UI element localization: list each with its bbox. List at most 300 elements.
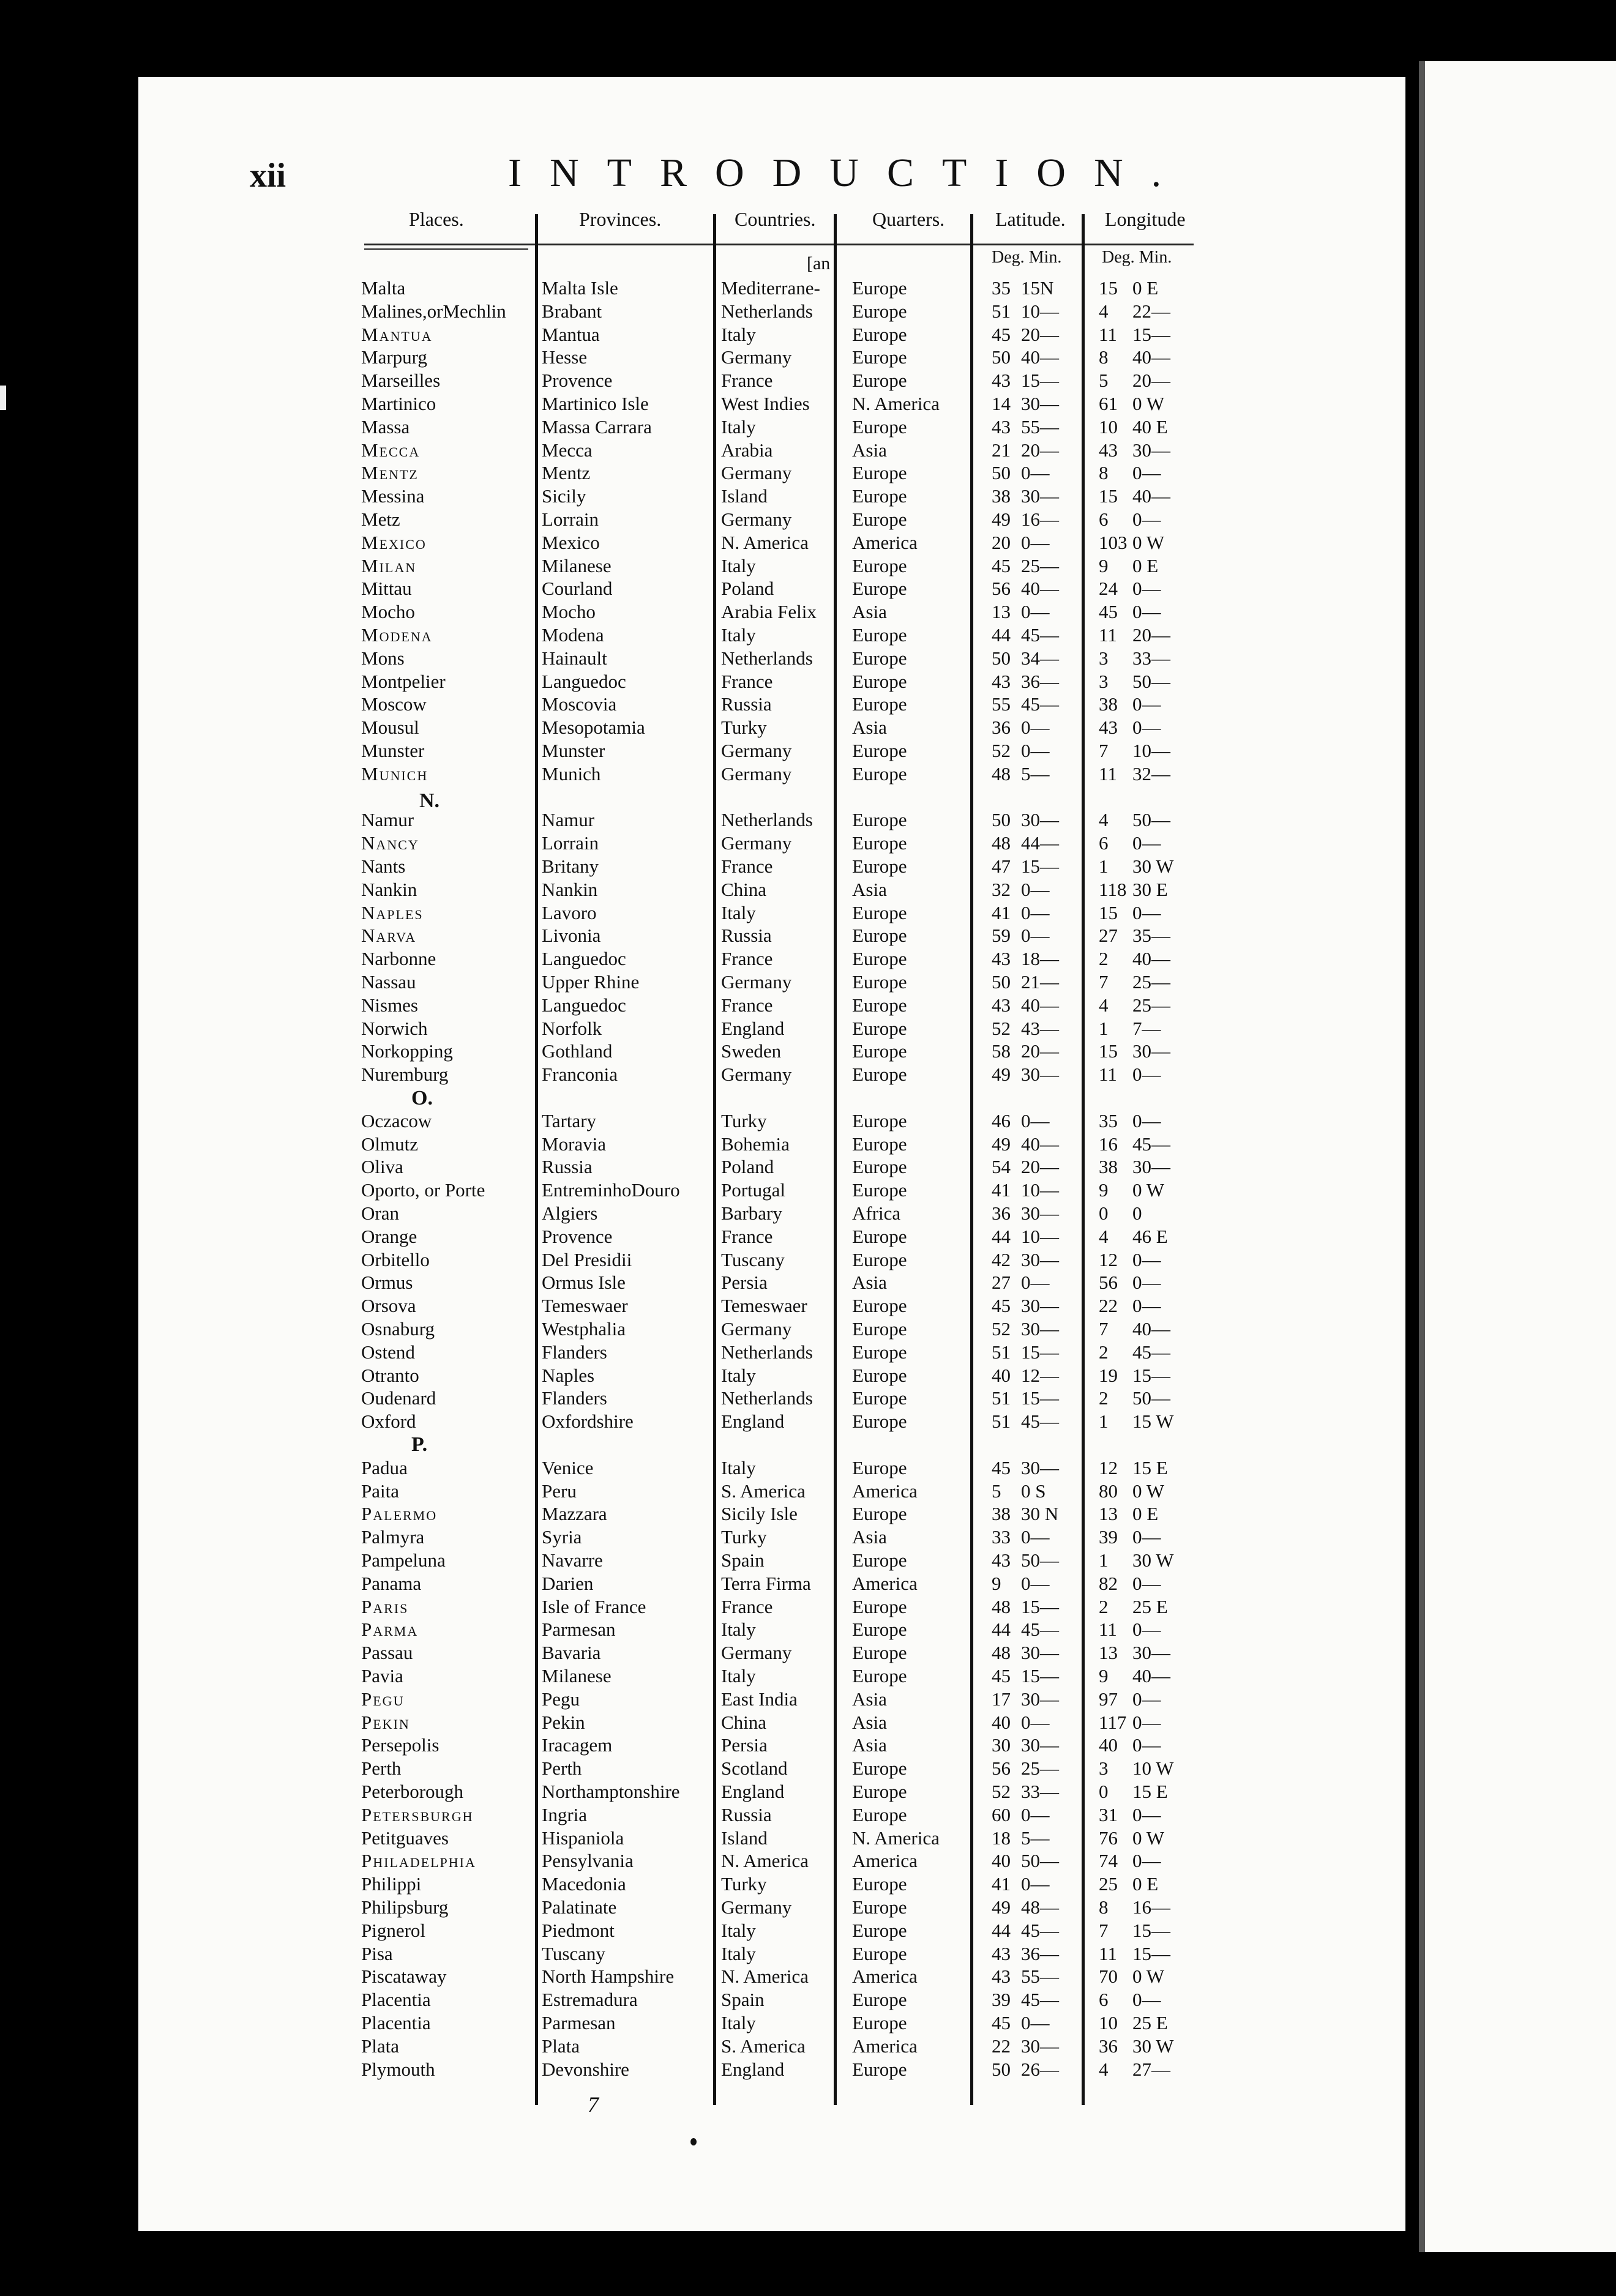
lat-deg-cell: 49 [992, 509, 1011, 530]
quarter-cell: Europe [852, 1619, 907, 1640]
place-cell: Mousul [361, 717, 419, 738]
quarter-cell: Europe [852, 948, 907, 969]
lat-min-cell: 45— [1021, 693, 1059, 715]
quarter-cell: Europe [852, 855, 907, 877]
quarter-cell: Europe [852, 1804, 907, 1825]
lon-deg-cell: 12 [1099, 1457, 1118, 1478]
lon-deg-cell: 4 [1099, 809, 1109, 830]
country-cell: Germany [721, 740, 792, 761]
country-cell: Turky [721, 1110, 767, 1131]
quarter-cell: Europe [852, 1920, 907, 1941]
lon-min-cell: 15— [1132, 324, 1170, 345]
quarter-cell: Europe [852, 671, 907, 692]
country-cell: Italy [721, 2012, 756, 2033]
quarter-cell: Europe [852, 809, 907, 830]
lon-deg-cell: 7 [1099, 1318, 1109, 1340]
province-cell: EntreminhoDouro [542, 1179, 680, 1201]
province-cell: Languedoc [542, 994, 626, 1016]
country-cell: Italy [721, 1665, 756, 1687]
lon-deg-cell: 9 [1099, 1179, 1109, 1201]
lon-deg-cell: 6 [1099, 832, 1109, 854]
place-cell: Nassau [361, 971, 416, 993]
province-cell: Piedmont [542, 1920, 615, 1941]
lat-deg-cell: 40 [992, 1712, 1011, 1733]
header-places: Places. [409, 208, 464, 230]
header-rule [364, 244, 1194, 245]
place-cell: Plymouth [361, 2059, 435, 2080]
lon-deg-cell: 76 [1099, 1827, 1118, 1849]
lon-min-cell: 0— [1132, 578, 1161, 599]
quarter-cell: Europe [852, 740, 907, 761]
lon-deg-cell: 40 [1099, 1734, 1118, 1756]
province-cell: Franconia [542, 1064, 618, 1085]
lon-deg-cell: 4 [1099, 2059, 1109, 2080]
country-cell: France [721, 370, 773, 391]
country-cell: Sweden [721, 1040, 782, 1062]
lat-min-cell: 12— [1021, 1365, 1059, 1386]
place-cell: Philipsburg [361, 1896, 449, 1918]
province-cell: Languedoc [542, 948, 626, 969]
lat-min-cell: 0— [1021, 1272, 1050, 1293]
quarter-cell: Europe [852, 1064, 907, 1085]
lat-min-cell: 34— [1021, 647, 1059, 669]
quarter-cell: Europe [852, 300, 907, 322]
lon-min-cell: 0— [1132, 1573, 1161, 1594]
lon-min-cell: 0 E [1132, 1503, 1159, 1524]
lat-deg-cell: 41 [992, 902, 1011, 923]
country-cell: Italy [721, 902, 756, 923]
lon-min-cell: 15— [1132, 1920, 1170, 1941]
country-cell: Germany [721, 763, 792, 785]
place-cell: Montpelier [361, 671, 446, 692]
quarter-cell: Europe [852, 1318, 907, 1340]
lon-min-cell: 20— [1132, 370, 1170, 391]
lon-deg-cell: 5 [1099, 370, 1109, 391]
lon-min-cell: 0— [1132, 462, 1161, 483]
lon-deg-cell: 10 [1099, 416, 1118, 438]
lon-min-cell: 0— [1132, 1110, 1161, 1131]
lat-min-cell: 30— [1021, 2035, 1059, 2057]
lat-min-cell: 0— [1021, 879, 1050, 900]
province-cell: Moscovia [542, 693, 617, 715]
country-cell: England [721, 1781, 785, 1802]
lon-min-cell: 0— [1132, 717, 1161, 738]
quarter-cell: Asia [852, 717, 887, 738]
quarter-cell: Europe [852, 1110, 907, 1131]
lon-deg-cell: 97 [1099, 1688, 1118, 1710]
lon-deg-cell: 22 [1099, 1295, 1118, 1316]
place-cell: Norkopping [361, 1040, 453, 1062]
place-cell: Panama [361, 1573, 422, 1594]
country-cell: Germany [721, 1642, 792, 1663]
lon-min-cell: 30— [1132, 439, 1170, 461]
province-cell: Mocho [542, 601, 596, 622]
lat-min-cell: 40— [1021, 346, 1059, 368]
lon-min-cell: 46 E [1132, 1226, 1168, 1247]
quarter-cell: Europe [852, 1156, 907, 1177]
place-cell: Orsova [361, 1295, 416, 1316]
lat-deg-cell: 51 [992, 300, 1011, 322]
lon-min-cell: 20— [1132, 624, 1170, 646]
header-quarters: Quarters. [872, 208, 945, 230]
lon-deg-cell: 7 [1099, 1920, 1109, 1941]
lat-min-cell: 15N [1021, 277, 1054, 299]
lon-deg-cell: 15 [1099, 902, 1118, 923]
country-cell: S. America [721, 1480, 806, 1502]
lon-min-cell: 30 E [1132, 879, 1168, 900]
place-cell: Naples [361, 902, 424, 923]
lon-min-cell: 40— [1132, 1318, 1170, 1340]
lon-deg-cell: 11 [1099, 324, 1117, 345]
place-cell: Mecca [361, 439, 421, 461]
lon-min-cell: 0— [1132, 1712, 1161, 1733]
lon-min-cell: 0 W [1132, 1480, 1164, 1502]
lon-deg-cell: 74 [1099, 1850, 1118, 1871]
lat-deg-cell: 5 [992, 1480, 1001, 1502]
quarter-cell: Europe [852, 971, 907, 993]
lat-deg-cell: 20 [992, 532, 1011, 553]
lat-deg-cell: 51 [992, 1411, 1011, 1432]
quarter-cell: Europe [852, 1943, 907, 1964]
lon-deg-cell: 31 [1099, 1804, 1118, 1825]
lon-min-cell: 0 W [1132, 393, 1164, 414]
country-cell: Italy [721, 1920, 756, 1941]
lon-min-cell: 0— [1132, 1295, 1161, 1316]
lat-min-cell: 15— [1021, 1341, 1059, 1363]
lat-deg-cell: 43 [992, 1943, 1011, 1964]
place-cell: Plata [361, 2035, 399, 2057]
place-cell: Oudenard [361, 1387, 436, 1409]
country-cell: Germany [721, 509, 792, 530]
country-cell: France [721, 1596, 773, 1617]
place-cell: Passau [361, 1642, 413, 1663]
latitude-subheader: Deg. Min. [992, 248, 1062, 267]
quarter-cell: Asia [852, 1734, 887, 1756]
running-title: INTRODUCTION. [508, 151, 1190, 195]
lon-deg-cell: 3 [1099, 671, 1109, 692]
country-cell: Italy [721, 1365, 756, 1386]
quarter-cell: America [852, 2035, 918, 2057]
lon-min-cell: 33— [1132, 647, 1170, 669]
place-cell: Pignerol [361, 1920, 426, 1941]
lon-deg-cell: 7 [1099, 971, 1109, 993]
lon-min-cell: 25— [1132, 994, 1170, 1016]
province-cell: Martinico Isle [542, 393, 649, 414]
lat-min-cell: 30 N [1021, 1503, 1059, 1524]
quarter-cell: Europe [852, 1989, 907, 2010]
province-cell: Lorrain [542, 832, 599, 854]
lat-deg-cell: 56 [992, 1757, 1011, 1779]
province-cell: Naples [542, 1365, 595, 1386]
province-cell: Flanders [542, 1387, 607, 1409]
place-cell: Padua [361, 1457, 408, 1478]
lon-min-cell: 0— [1132, 1734, 1161, 1756]
quarter-cell: Europe [852, 763, 907, 785]
lat-min-cell: 20— [1021, 1040, 1059, 1062]
country-cell: Netherlands [721, 809, 813, 830]
header-provinces: Provinces. [579, 208, 662, 230]
lat-min-cell: 50— [1021, 1549, 1059, 1571]
province-cell: Tartary [542, 1110, 597, 1131]
lat-deg-cell: 50 [992, 462, 1011, 483]
place-cell: Placentia [361, 2012, 431, 2033]
quarter-cell: Europe [852, 1549, 907, 1571]
page-number: xii [250, 157, 286, 195]
section-letter-p: P. [411, 1433, 428, 1456]
place-cell: Metz [361, 509, 400, 530]
lat-deg-cell: 51 [992, 1341, 1011, 1363]
lat-deg-cell: 44 [992, 1226, 1011, 1247]
quarter-cell: Europe [852, 2012, 907, 2033]
lat-deg-cell: 42 [992, 1249, 1011, 1270]
place-cell: Nancy [361, 832, 419, 854]
country-cell: England [721, 2059, 785, 2080]
lat-min-cell: 30— [1021, 1295, 1059, 1316]
lon-min-cell: 0— [1132, 693, 1161, 715]
quarter-cell: Europe [852, 509, 907, 530]
lon-min-cell: 30 W [1132, 855, 1174, 877]
lat-deg-cell: 9 [992, 1573, 1001, 1594]
lon-deg-cell: 80 [1099, 1480, 1118, 1502]
lat-min-cell: 16— [1021, 509, 1059, 530]
country-cell: Germany [721, 462, 792, 483]
place-cell: Namur [361, 809, 414, 830]
lon-min-cell: 0— [1132, 1064, 1161, 1085]
lat-min-cell: 55— [1021, 416, 1059, 438]
quarter-cell: Europe [852, 324, 907, 345]
province-cell: Munster [542, 740, 605, 761]
lon-min-cell: 25— [1132, 971, 1170, 993]
place-cell: Narbonne [361, 948, 436, 969]
lon-min-cell: 0— [1132, 1619, 1161, 1640]
lat-deg-cell: 40 [992, 1850, 1011, 1871]
province-cell: Gothland [542, 1040, 613, 1062]
lat-deg-cell: 48 [992, 1596, 1011, 1617]
place-cell: Nankin [361, 879, 417, 900]
place-cell: Modena [361, 624, 433, 646]
quarter-cell: Europe [852, 624, 907, 646]
place-cell: Nants [361, 855, 406, 877]
quarter-cell: Europe [852, 578, 907, 599]
lon-deg-cell: 4 [1099, 994, 1109, 1016]
lat-deg-cell: 18 [992, 1827, 1011, 1849]
lon-min-cell: 40 E [1132, 416, 1168, 438]
lon-min-cell: 16— [1132, 1896, 1170, 1918]
quarter-cell: Asia [852, 1712, 887, 1733]
place-cell: Messina [361, 485, 425, 507]
quarter-cell: N. America [852, 393, 940, 414]
lon-deg-cell: 9 [1099, 1665, 1109, 1687]
lon-deg-cell: 11 [1099, 763, 1117, 785]
country-cell: Germany [721, 832, 792, 854]
place-cell: Persepolis [361, 1734, 440, 1756]
country-cell: Poland [721, 578, 774, 599]
province-cell: Macedonia [542, 1873, 626, 1895]
place-cell: Oporto, or Porte [361, 1179, 485, 1201]
lon-min-cell: 0 E [1132, 1873, 1159, 1895]
lat-deg-cell: 48 [992, 832, 1011, 854]
province-cell: Mesopotamia [542, 717, 645, 738]
lat-min-cell: 21— [1021, 971, 1059, 993]
lon-deg-cell: 39 [1099, 1526, 1118, 1548]
quarter-cell: Europe [852, 1873, 907, 1895]
province-cell: Ormus Isle [542, 1272, 626, 1293]
place-cell: Pavia [361, 1665, 403, 1687]
signature-mark: 7 [588, 2092, 599, 2117]
quarter-cell: Europe [852, 1365, 907, 1386]
province-cell: Hesse [542, 346, 588, 368]
place-cell: Mittau [361, 578, 412, 599]
lat-deg-cell: 35 [992, 277, 1011, 299]
quarter-cell: N. America [852, 1827, 940, 1849]
lat-min-cell: 0— [1021, 1873, 1050, 1895]
lon-min-cell: 0— [1132, 1526, 1161, 1548]
lat-deg-cell: 52 [992, 1781, 1011, 1802]
quarter-cell: Europe [852, 1781, 907, 1802]
place-cell: Otranto [361, 1365, 419, 1386]
lon-deg-cell: 4 [1099, 1226, 1109, 1247]
lat-deg-cell: 52 [992, 1318, 1011, 1340]
lat-min-cell: 10— [1021, 1226, 1059, 1247]
place-cell: Ormus [361, 1272, 413, 1293]
lat-deg-cell: 43 [992, 1549, 1011, 1571]
quarter-cell: Asia [852, 1272, 887, 1293]
place-cell: Mons [361, 647, 405, 669]
lon-deg-cell: 9 [1099, 555, 1109, 576]
lon-deg-cell: 11 [1099, 624, 1117, 646]
province-cell: Del Presidii [542, 1249, 632, 1270]
province-cell: Namur [542, 809, 595, 830]
lon-min-cell: 25 E [1132, 1596, 1168, 1617]
lon-min-cell: 35— [1132, 925, 1170, 946]
lon-deg-cell: 4 [1099, 300, 1109, 322]
lon-deg-cell: 13 [1099, 1503, 1118, 1524]
province-cell: Bavaria [542, 1642, 601, 1663]
quarter-cell: Europe [852, 1665, 907, 1687]
lon-deg-cell: 35 [1099, 1110, 1118, 1131]
lon-min-cell: 30 W [1132, 1549, 1174, 1571]
lat-deg-cell: 49 [992, 1896, 1011, 1918]
country-cell: England [721, 1411, 785, 1432]
lat-deg-cell: 46 [992, 1110, 1011, 1131]
place-cell: Petersburgh [361, 1804, 474, 1825]
lon-deg-cell: 1 [1099, 1411, 1109, 1432]
place-cell: Moscow [361, 693, 427, 715]
lat-min-cell: 30— [1021, 809, 1059, 830]
place-cell: Palermo [361, 1503, 438, 1524]
lat-min-cell: 30— [1021, 1202, 1059, 1224]
place-cell: Milan [361, 555, 417, 576]
place-cell: Massa [361, 416, 410, 438]
country-cell: Turky [721, 1526, 767, 1548]
province-cell: Palatinate [542, 1896, 617, 1918]
quarter-cell: Asia [852, 601, 887, 622]
province-cell: Flanders [542, 1341, 607, 1363]
lon-deg-cell: 2 [1099, 1387, 1109, 1409]
lat-min-cell: 30— [1021, 1734, 1059, 1756]
place-cell: Marseilles [361, 370, 441, 391]
lat-deg-cell: 39 [992, 1989, 1011, 2010]
lat-deg-cell: 43 [992, 1966, 1011, 1987]
place-cell: Parma [361, 1619, 419, 1640]
province-cell: Britany [542, 855, 599, 877]
country-cell: Netherlands [721, 1341, 813, 1363]
place-cell: Petitguaves [361, 1827, 449, 1849]
lon-min-cell: 0— [1132, 1249, 1161, 1270]
place-cell: Orbitello [361, 1249, 430, 1270]
quarter-cell: Asia [852, 1688, 887, 1710]
country-cell: Italy [721, 324, 756, 345]
quarter-cell: Europe [852, 1249, 907, 1270]
lat-deg-cell: 52 [992, 1018, 1011, 1039]
quarter-cell: Europe [852, 1387, 907, 1409]
lat-deg-cell: 45 [992, 2012, 1011, 2033]
lat-min-cell: 15— [1021, 855, 1059, 877]
quarter-cell: Europe [852, 1295, 907, 1316]
lon-deg-cell: 117 [1099, 1712, 1127, 1733]
lon-min-cell: 0— [1132, 1804, 1161, 1825]
country-cell: Poland [721, 1156, 774, 1177]
lat-deg-cell: 52 [992, 740, 1011, 761]
country-cell: Russia [721, 693, 772, 715]
province-cell: Venice [542, 1457, 594, 1478]
lon-deg-cell: 45 [1099, 601, 1118, 622]
lat-min-cell: 0— [1021, 740, 1050, 761]
lon-deg-cell: 12 [1099, 1249, 1118, 1270]
lat-min-cell: 30— [1021, 1688, 1059, 1710]
province-cell: Pensylvania [542, 1850, 634, 1871]
lon-deg-cell: 2 [1099, 948, 1109, 969]
quarter-cell: America [852, 1573, 918, 1594]
lon-min-cell: 30— [1132, 1040, 1170, 1062]
country-cell: France [721, 1226, 773, 1247]
lon-deg-cell: 16 [1099, 1133, 1118, 1155]
province-cell: Norfolk [542, 1018, 602, 1039]
place-cell: Martinico [361, 393, 436, 414]
lat-min-cell: 5— [1021, 1827, 1050, 1849]
lat-min-cell: 10— [1021, 300, 1059, 322]
section-letter-n: N. [419, 789, 440, 812]
lat-deg-cell: 50 [992, 809, 1011, 830]
lat-min-cell: 0 S [1021, 1480, 1046, 1502]
lat-deg-cell: 59 [992, 925, 1011, 946]
province-cell: Hainault [542, 647, 607, 669]
lon-deg-cell: 15 [1099, 485, 1118, 507]
country-cell: Italy [721, 555, 756, 576]
lon-deg-cell: 11 [1099, 1064, 1117, 1085]
lat-deg-cell: 48 [992, 1642, 1011, 1663]
lon-min-cell: 0 E [1132, 555, 1159, 576]
place-cell: Placentia [361, 1989, 431, 2010]
lon-deg-cell: 0 [1099, 1202, 1109, 1224]
province-cell: Iracagem [542, 1734, 613, 1756]
place-cell: Paita [361, 1480, 399, 1502]
quarter-cell: Asia [852, 879, 887, 900]
lon-deg-cell: 11 [1099, 1619, 1117, 1640]
quarter-cell: Europe [852, 485, 907, 507]
country-cell: Italy [721, 1619, 756, 1640]
lat-min-cell: 30— [1021, 393, 1059, 414]
lat-min-cell: 36— [1021, 1943, 1059, 1964]
country-cell: Netherlands [721, 1387, 813, 1409]
province-cell: Algiers [542, 1202, 598, 1224]
province-cell: Moravia [542, 1133, 607, 1155]
lon-deg-cell: 70 [1099, 1966, 1118, 1987]
country-cell: Spain [721, 1989, 765, 2010]
quarter-cell: Europe [852, 555, 907, 576]
lat-deg-cell: 43 [992, 671, 1011, 692]
lat-deg-cell: 49 [992, 1133, 1011, 1155]
